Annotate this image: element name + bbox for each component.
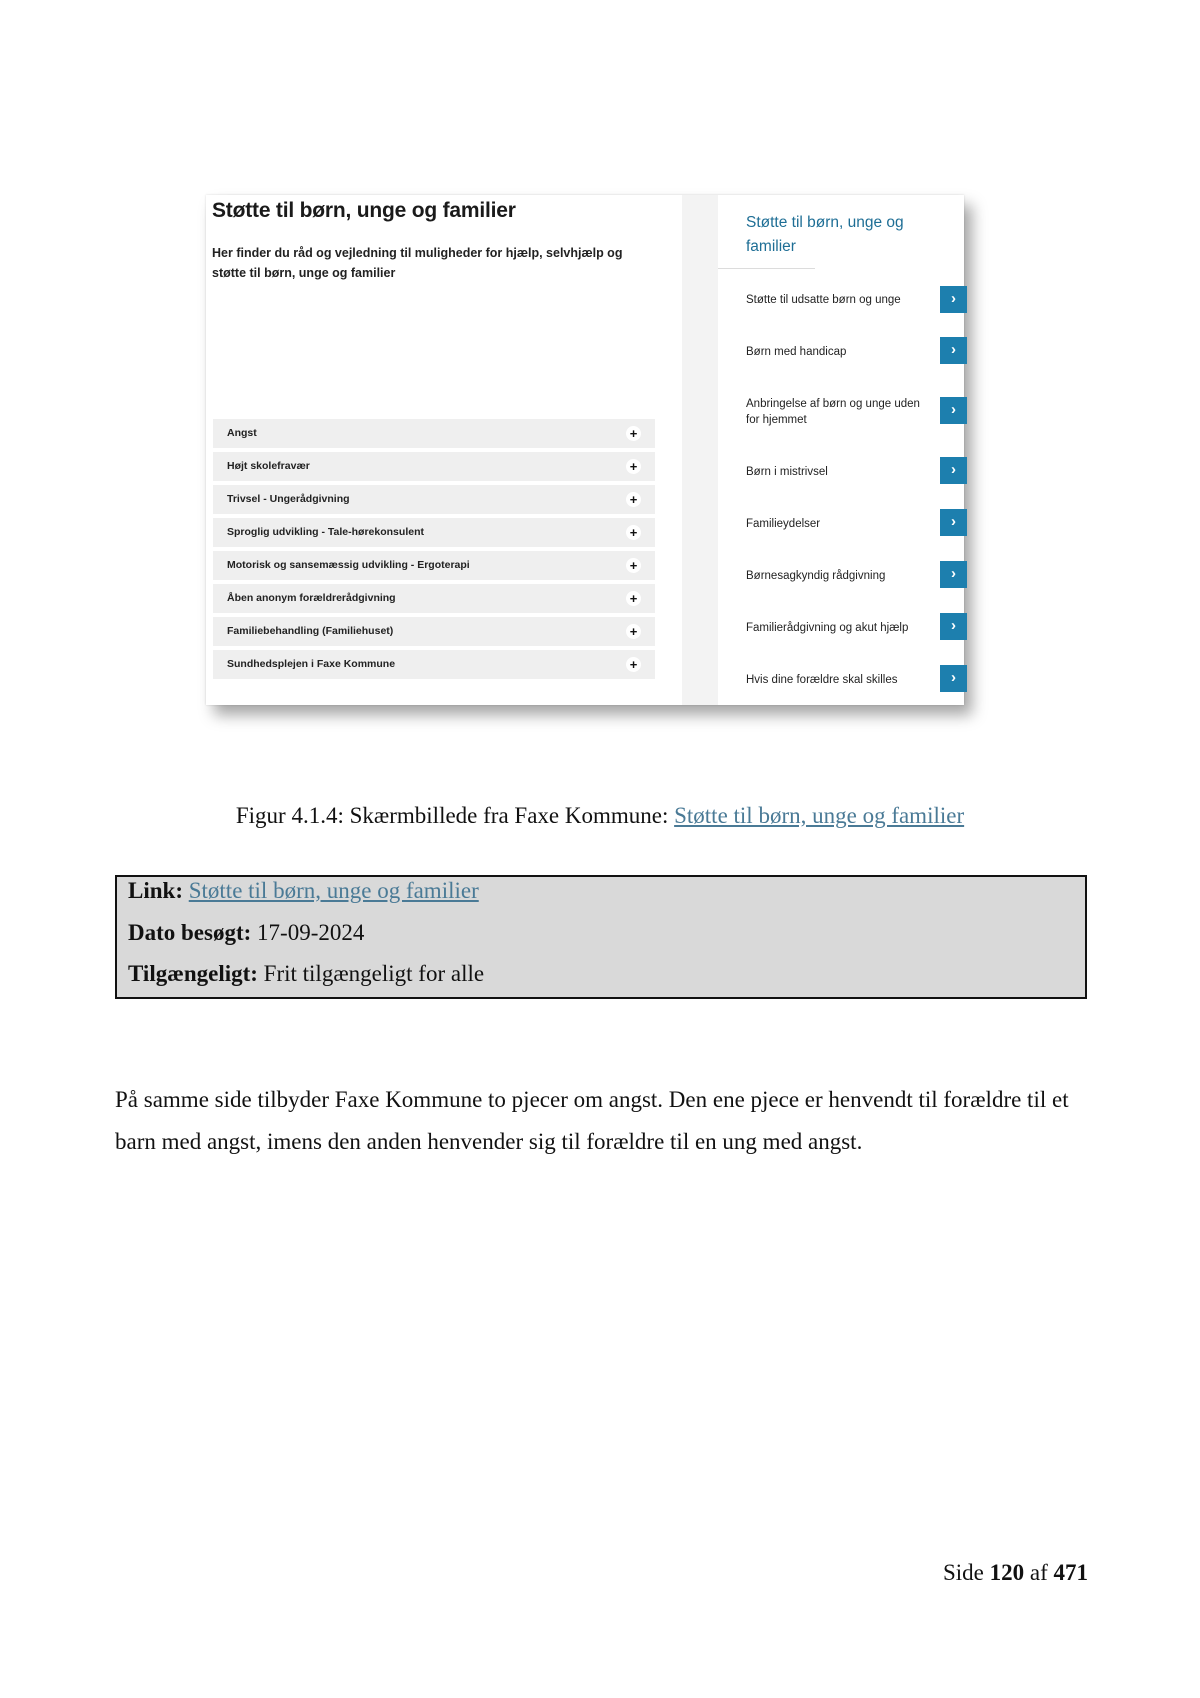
info-access-label: Tilgængeligt: [128,961,258,986]
sidebar-item-label: Familierådgivning og akut hjælp [746,622,909,634]
sidebar-item[interactable] [746,457,966,487]
sidebar-item-label: Hvis dine forældre skal skilles [746,674,898,686]
screenshot-page-title: Støtte til børn, unge og familier [212,199,516,222]
accordion-item[interactable] [213,419,655,448]
page-current: 120 [989,1560,1025,1585]
accordion-item-label: Angst [227,427,257,439]
plus-icon[interactable]: + [626,558,641,573]
info-link-label: Link: [128,878,183,903]
accordion-item-label: Højt skolefravær [227,460,310,472]
chevron-right-icon[interactable]: › [940,561,967,588]
info-access-line [128,961,484,987]
sidebar-item[interactable] [746,397,966,427]
page-number [943,1560,1088,1586]
sidebar-item[interactable] [746,665,966,695]
sidebar-item[interactable] [746,337,966,367]
screenshot-sidebar [718,195,964,705]
sidebar-divider [718,268,815,269]
plus-icon[interactable]: + [626,624,641,639]
figure-caption [0,803,1200,829]
chevron-right-icon[interactable]: › [940,665,967,692]
info-access-value: Frit tilgængeligt for alle [263,961,485,986]
page-total: 471 [1053,1560,1088,1585]
sidebar-item-label: Familieydelser [746,518,821,530]
plus-icon[interactable]: + [626,426,641,441]
sidebar-item[interactable] [746,613,966,643]
info-link-line [128,878,479,904]
caption-text: Figur 4.1.4: Skærmbillede fra Faxe Kommune: [235,803,675,828]
source-info-box [115,875,1087,999]
sidebar-item-label: Børnesagkyndig rådgivning [746,570,886,582]
sidebar-item-label: Støtte til udsatte børn og unge [746,294,901,306]
chevron-right-icon[interactable]: › [940,397,967,424]
sidebar-item-label: Børn med handicap [746,346,847,358]
info-link[interactable]: Støtte til børn, unge og familier [188,878,479,903]
info-date-value: 17-09-2024 [257,920,365,945]
chevron-right-icon[interactable]: › [940,613,967,640]
plus-icon[interactable]: + [626,657,641,672]
plus-icon[interactable]: + [626,525,641,540]
body-paragraph: På samme side tilbyder Faxe Kommune to pjecer om angst. Den ene pjece er henvendt til forældre til et barn med angst, imens den anden henvender sig til forældre til en ung med angst. [115,1087,1069,1154]
info-date-line [128,920,364,946]
caption-link[interactable]: Støtte til børn, unge og familier [674,803,965,828]
sidebar-item-label: Anbringelse af børn og unge uden for hjemmet [746,398,920,426]
info-date-label: Dato besøgt: [128,920,252,945]
chevron-right-icon[interactable]: › [940,286,967,313]
plus-icon[interactable]: + [626,591,641,606]
sidebar-item[interactable] [746,561,966,591]
accordion-item[interactable] [213,650,655,679]
screenshot-main-column [206,195,682,705]
plus-icon[interactable]: + [626,492,641,507]
accordion-item[interactable] [213,551,655,580]
website-screenshot [206,195,964,705]
accordion-item-label: Trivsel - Ungerådgivning [227,493,350,505]
plus-icon[interactable]: + [626,459,641,474]
accordion-item-label: Sundhedsplejen i Faxe Kommune [227,658,396,670]
sidebar-item[interactable] [746,285,966,315]
sidebar-title[interactable]: Støtte til børn, unge og familier [746,214,904,255]
sidebar-item-label: Børn i mistrivsel [746,466,828,478]
accordion-item[interactable] [213,584,655,613]
screenshot-intro-text: Her finder du råd og vejledning til muligheder for hjælp, selvhjælp og støtte til børn, unge og familier [212,246,623,280]
chevron-right-icon[interactable]: › [940,457,967,484]
accordion-item[interactable] [213,617,655,646]
page-of-label: af [1029,1560,1048,1585]
sidebar-item[interactable] [746,509,966,539]
chevron-right-icon[interactable]: › [940,509,967,536]
page-side-label: Side [942,1560,984,1585]
accordion-item-label: Motorisk og sansemæssig udvikling - Ergoterapi [227,559,470,571]
screenshot-column-gap [682,195,718,705]
accordion-item-label: Familiebehandling (Familiehuset) [227,625,394,637]
accordion-item[interactable] [213,518,655,547]
accordion-item-label: Åben anonym forældrerådgivning [227,592,396,604]
chevron-right-icon[interactable]: › [940,337,967,364]
accordion-item[interactable] [213,452,655,481]
accordion-item-label: Sproglig udvikling - Tale-hørekonsulent [227,526,424,538]
accordion-list [213,419,655,683]
accordion-item[interactable] [213,485,655,514]
